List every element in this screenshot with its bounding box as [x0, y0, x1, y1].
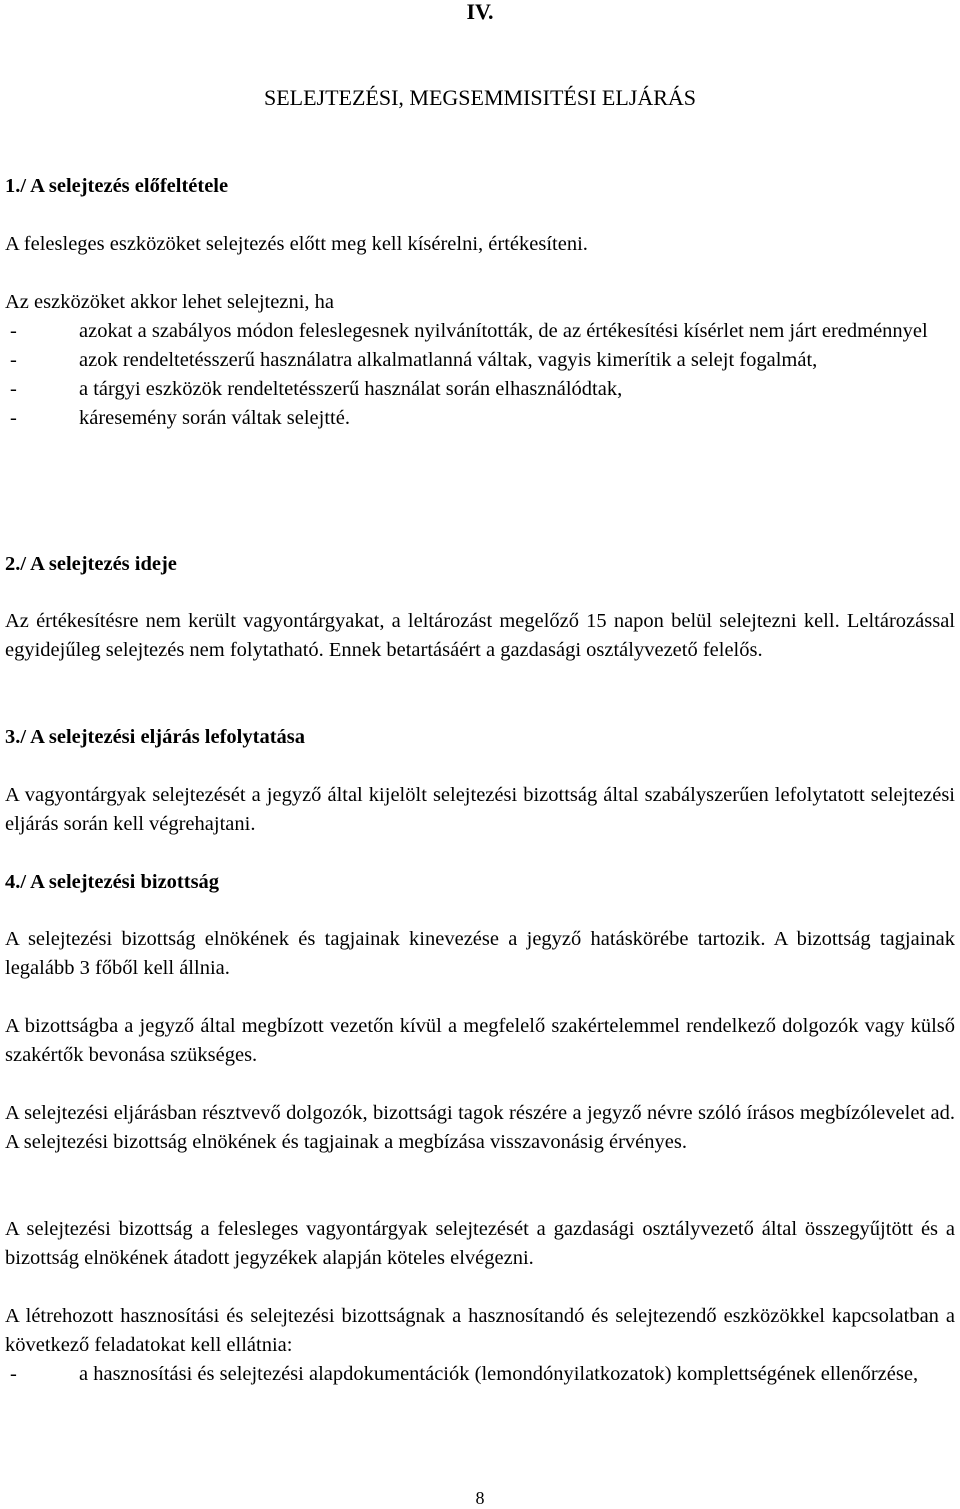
chapter-number: IV.: [466, 0, 494, 24]
section3-heading: 3./ A selejtezési eljárás lefolytatása: [5, 726, 306, 748]
section4-paragraph-2: A bizottságba a jegyző által megbízott vezetőn kívül a megfelelő szakértelemmel rendelkező dolgozók vagy külső szakértők bevonása szükséges.: [5, 1015, 955, 1066]
section4-heading: 4./ A selejtezési bizottság: [5, 871, 220, 893]
section1-list: [5, 317, 955, 433]
list-item-text: káresemény során váltak selejtté.: [79, 407, 350, 429]
section4-paragraph-5: A létrehozott hasznosítási és selejtezési bizottságnak a hasznosítandó és selejtezendő eszközökkel kapcsolatban a következő feladatokat kell ellátnia:: [5, 1305, 955, 1356]
section4-list: [5, 1360, 955, 1389]
section1-paragraph: A felesleges eszközöket selejtezés előtt meg kell kísérelni, értékesíteni.: [5, 233, 588, 255]
list-dash: -: [10, 349, 17, 371]
page-title: SELEJTEZÉSI, MEGSEMMISITÉSI ELJÁRÁS: [263, 85, 697, 110]
list-item: [5, 317, 955, 346]
section2-heading: 2./ A selejtezés ideje: [5, 553, 177, 575]
section4-paragraph-1: A selejtezési bizottság elnökének és tagjainak kinevezése a jegyző hatáskörébe tartozik. A bizottság tagjainak legalább 3 főből kell állnia.: [5, 928, 955, 979]
list-dash: -: [10, 378, 17, 400]
section2-paragraph: Az értékesítésre nem került vagyontárgyakat, a leltározást megelőző 15 napon belül selejtezni kell. Leltározással egyidejűleg selejtezés nem folytatható. Ennek betartásáért a gazdasági osztályvezető felelős.: [5, 610, 955, 661]
list-dash: -: [10, 1363, 17, 1385]
section4-paragraph-3: A selejtezési eljárásban résztvevő dolgozók, bizottsági tagok részére a jegyző névre szóló írásos megbízólevelet ad. A selejtezési bizottság elnökének és tagjainak a megbízása visszavonásig érvényes.: [5, 1102, 955, 1153]
list-item: [5, 1360, 955, 1389]
list-dash: -: [10, 320, 17, 342]
section1-list-block: [5, 288, 955, 433]
list-item: [5, 346, 955, 375]
section1-list-intro: Az eszközöket akkor lehet selejtezni, ha: [5, 291, 334, 313]
list-item: [5, 375, 955, 404]
list-item-text: a hasznosítási és selejtezési alapdokumentációk (lemondónyilatkozatok) komplettségének ellenőrzése,: [79, 1363, 919, 1385]
list-dash: -: [10, 407, 17, 429]
section4-list-block: [5, 1302, 955, 1389]
section1-heading: 1./ A selejtezés előfeltétele: [5, 175, 229, 197]
page-number: 8: [475, 1488, 485, 1508]
list-item-text: a tárgyi eszközök rendeltetésszerű használat során elhasználódtak,: [79, 378, 623, 400]
section4-paragraph-4: A selejtezési bizottság a felesleges vagyontárgyak selejtezését a gazdasági osztályvezető által összegyűjtött és a bizottság elnökének átadott jegyzékek alapján köteles elvégezni.: [5, 1218, 955, 1269]
section3-paragraph: A vagyontárgyak selejtezését a jegyző által kijelölt selejtezési bizottság által szabályszerűen lefolytatott selejtezési eljárás során kell végrehajtani.: [5, 784, 955, 835]
list-item-text: azok rendeltetésszerű használatra alkalmatlanná váltak, vagyis kimerítik a selejt fogalmát,: [79, 349, 818, 371]
list-item: [5, 404, 955, 433]
list-item-text: azokat a szabályos módon feleslegesnek nyilvánították, de az értékesítési kísérlet nem járt eredménnyel: [79, 320, 928, 342]
